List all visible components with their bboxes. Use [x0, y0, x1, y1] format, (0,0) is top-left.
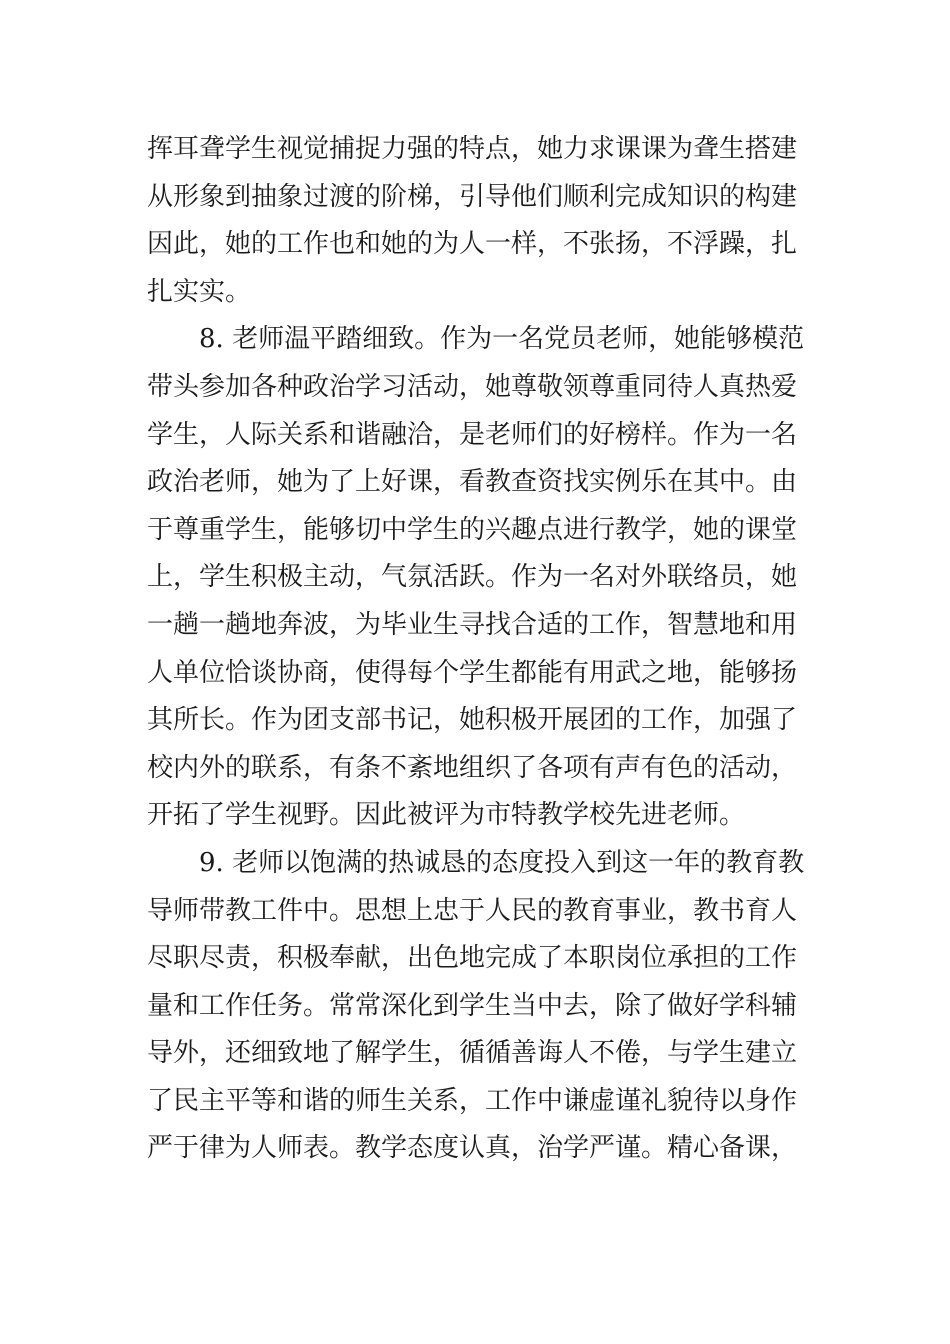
text-line: 人单位恰谈协商，使得每个学生都能有用武之地，能够扬: [147, 657, 798, 688]
text-line: 因此，她的工作也和她的为人一样，不张扬，不浮躁，扎: [147, 229, 798, 260]
text-line: 上，学生积极主动，气氛活跃。作为一名对外联络员，她: [147, 562, 798, 593]
text-line: 政治老师，她为了上好课，看教查资找实例乐在其中。由: [147, 467, 798, 498]
text-line: 一趟一趟地奔波，为毕业生寻找合适的工作，智慧地和用: [147, 609, 798, 640]
text-line: 带头参加各种政治学习活动，她尊敬领尊重同待人真热爱: [147, 371, 798, 402]
text-line: 学生，人际关系和谐融洽，是老师们的好榜样。作为一名: [147, 419, 798, 450]
text-line: 开拓了学生视野。因此被评为市特教学校先进老师。: [147, 800, 746, 831]
paragraph-9-start: 9. 老师以饱满的热诚恳的态度投入到这一年的教育教: [199, 847, 805, 878]
text-line: 扎实实。: [147, 276, 252, 307]
text-line: 其所长。作为团支部书记，她积极开展团的工作，加强了: [147, 705, 798, 736]
text-line: 校内外的联系，有条不紊地组织了各项有声有色的活动，: [147, 752, 798, 783]
text-line: 挥耳聋学生视觉捕捉力强的特点，她力求课课为聋生搭建: [147, 134, 798, 164]
text-line: 了民主平等和谐的师生关系，工作中谦虚谨礼貌待以身作: [147, 1085, 798, 1116]
paragraph-8-start: 8. 老师温平踏细致。作为一名党员老师，她能够模范: [199, 324, 805, 355]
text-line: 严于律为人师表。教学态度认真，治学严谨。精心备课，: [147, 1133, 798, 1164]
body-text: [147, 126, 811, 1173]
text-line: 于尊重学生，能够切中学生的兴趣点进行教学，她的课堂: [147, 514, 798, 545]
text-line: 导外，还细致地了解学生，循循善诲人不倦，与学生建立: [147, 1038, 798, 1069]
text-line: 量和工作任务。常常深化到学生当中去，除了做好学科辅: [147, 990, 798, 1021]
text-line: 从形象到抽象过渡的阶梯，引导他们顺利完成知识的构建: [147, 181, 798, 212]
text-line: 导师带教工件中。思想上忠于人民的教育事业，教书育人: [147, 895, 798, 926]
text-line: 尽职尽责，积极奉献，出色地完成了本职岗位承担的工作: [147, 943, 798, 974]
